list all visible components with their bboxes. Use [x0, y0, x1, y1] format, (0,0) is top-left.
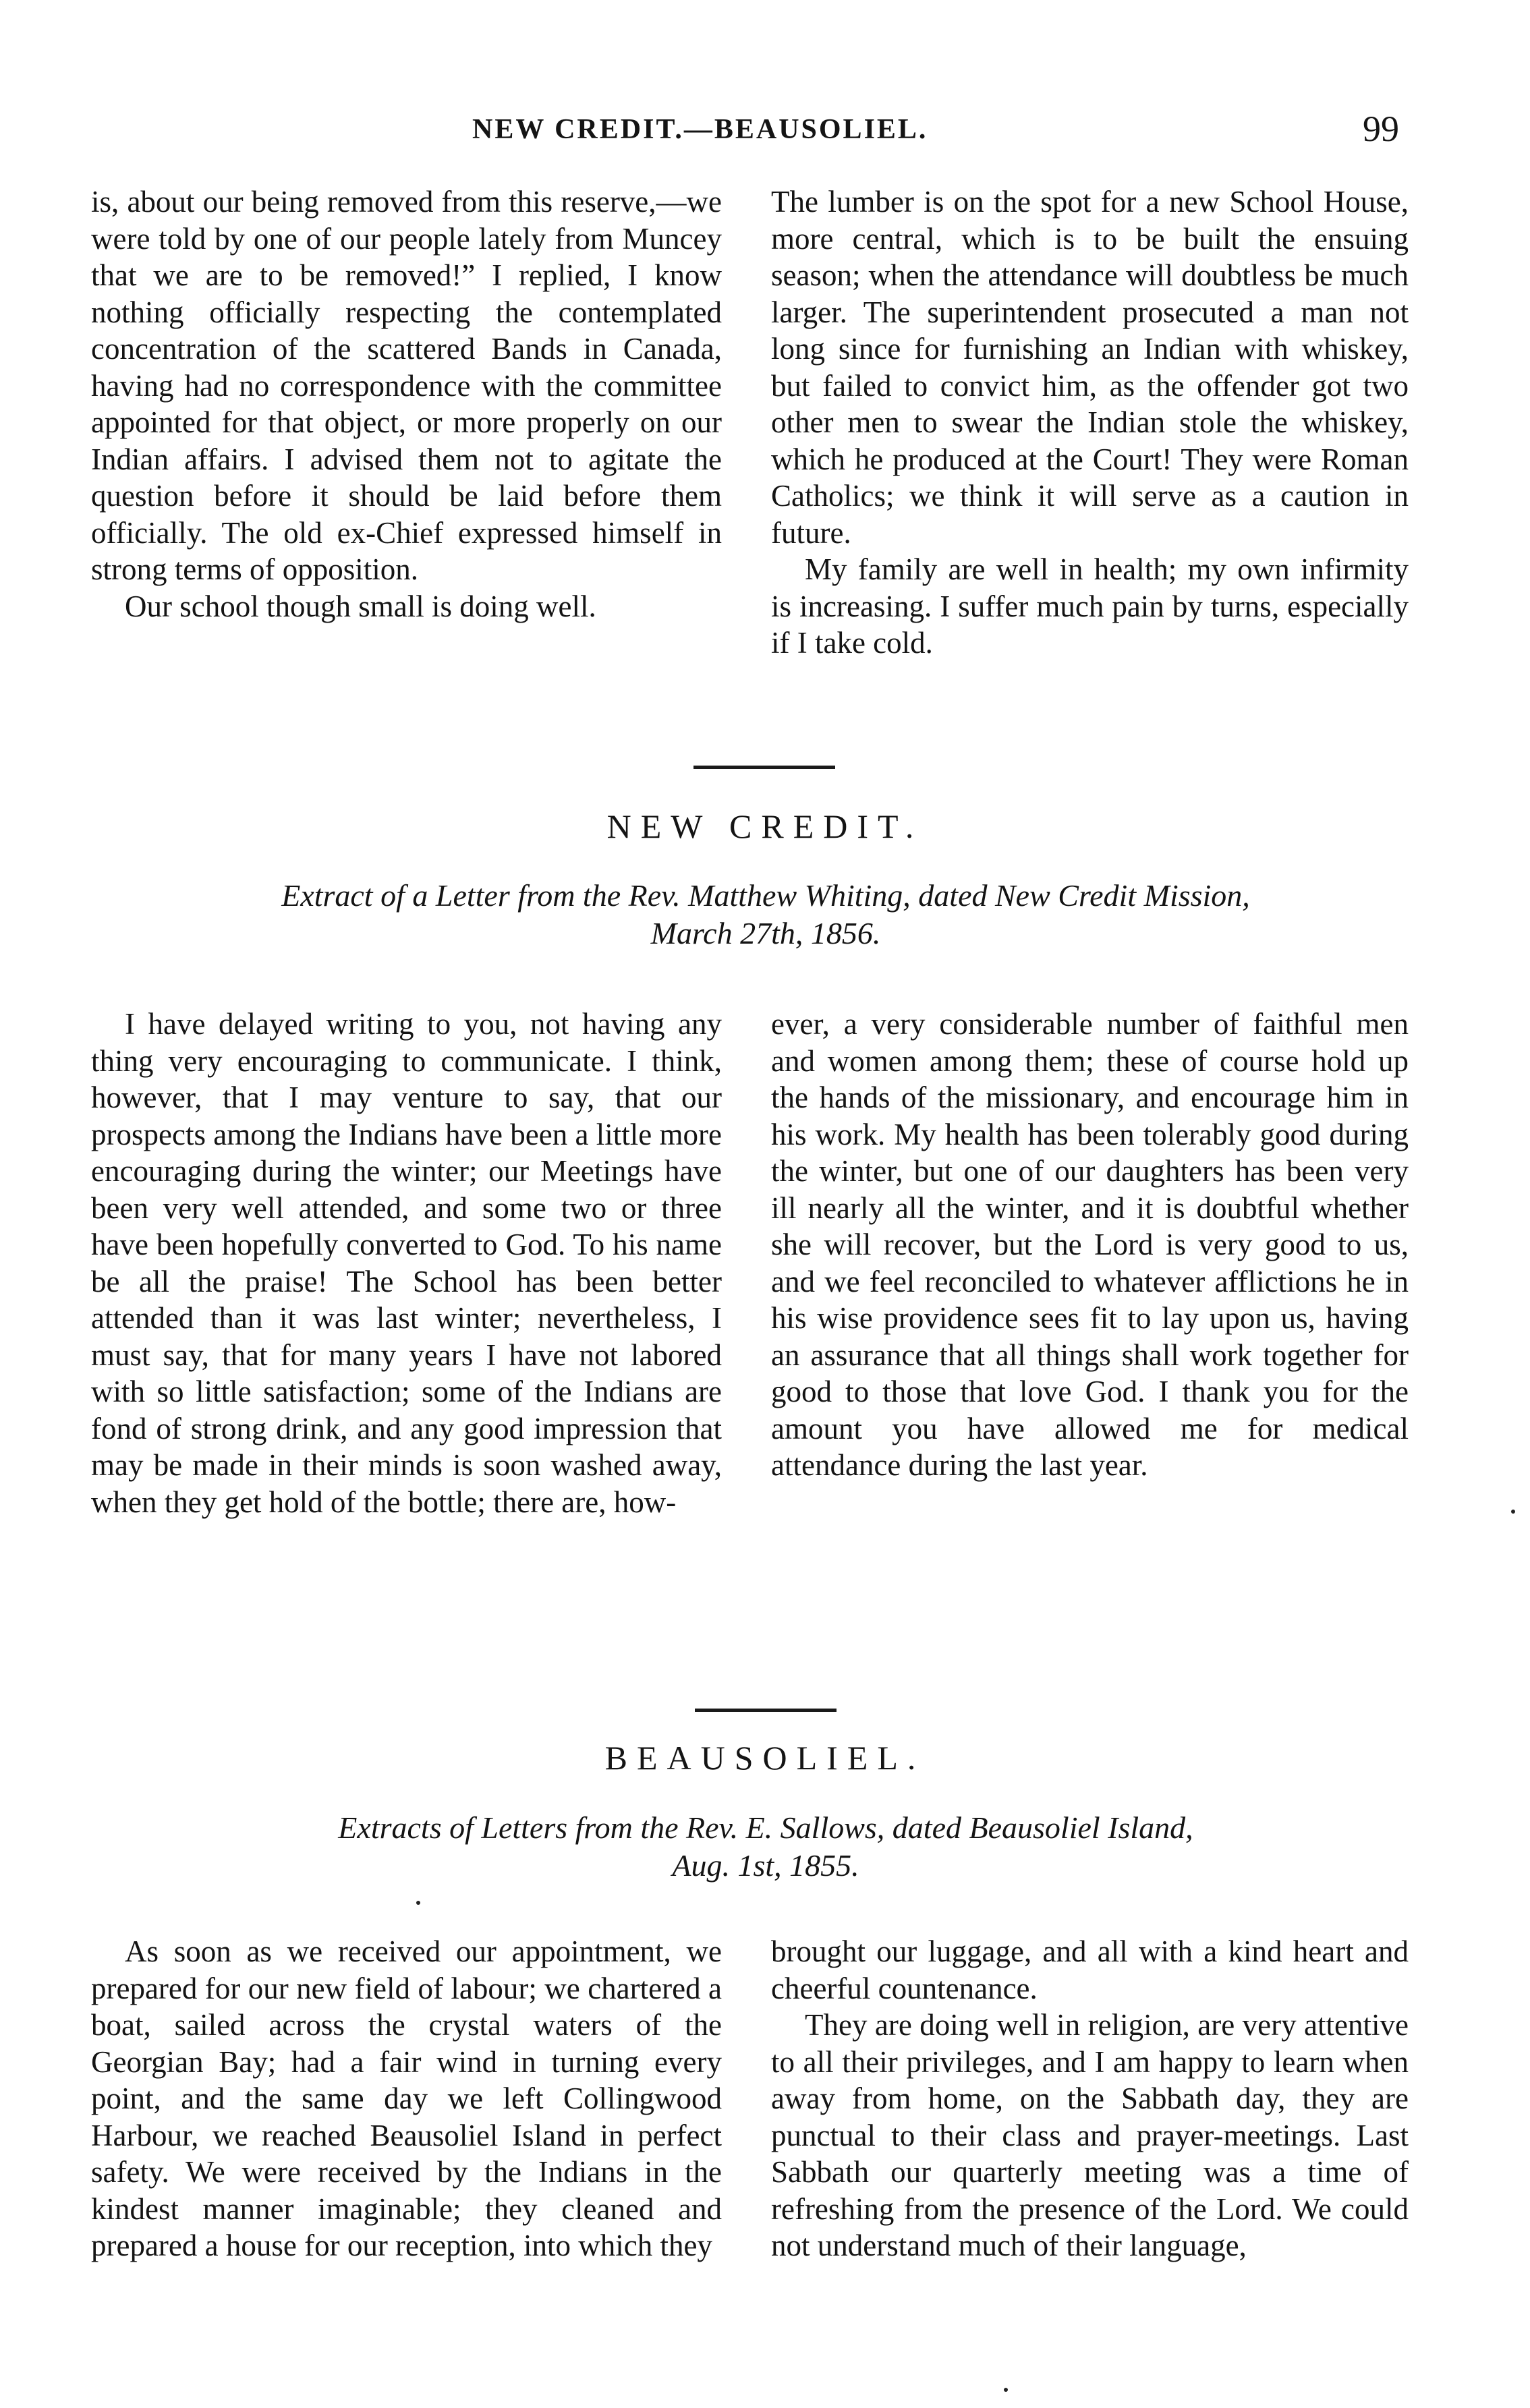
print-speck	[1511, 1510, 1515, 1514]
subtitle-line: Extract of a Letter from the Rev. Matthew Whiting, dated New Credit Mission,	[281, 878, 1250, 913]
page-number: 99	[1363, 109, 1399, 149]
new-credit-left-column	[91, 1006, 722, 1520]
paragraph: They are doing well in religion, are very attentive to all their privileges, and I am happy to learn when away from home, on the Sabbath day, they are punctual to their class and prayer-meetings. Last Sabbath our quarterly meeting was a time of refreshing from the presence of the Lord. We could not understand much of their language,	[771, 2008, 1409, 2262]
paragraph: brought our luggage, and all with a kind heart and cheerful countenance.	[771, 1934, 1409, 2005]
top-left-column	[91, 183, 722, 625]
top-right-column	[771, 183, 1409, 662]
beausoliel-right-column	[771, 1933, 1409, 2264]
subtitle-line: March 27th, 1856.	[650, 916, 881, 950]
section-divider	[695, 1709, 837, 1712]
new-credit-right-column	[771, 1006, 1409, 1484]
running-head: NEW CREDIT.—BEAUSOLIEL.	[472, 114, 928, 145]
subtitle-line: Extracts of Letters from the Rev. E. Sallows, dated Beausoliel Island,	[338, 1810, 1193, 1845]
beausoliel-left-column	[91, 1933, 722, 2264]
paragraph: As soon as we received our appointment, we prepared for our new field of labour; we chartered a boat, sailed across the crystal waters of the Georgian Bay; had a fair wind in turning every point, and the same day we left Collingwood Harbour, we reached Beausoliel Island in perfect safety. We were received by the Indians in the kindest manner imaginable; they cleaned and prepared a house for our reception, into which they	[91, 1934, 722, 2262]
section-subtitle	[101, 1809, 1430, 1885]
section-title-new-credit: NEW CREDIT.	[606, 807, 924, 845]
paragraph: is, about our being removed from this reserve,—we were told by one of our people lately from Muncey that we are to be removed!” I replied, I know nothing officially respecting the contemplated concentration of the scattered Bands in Canada, having had no correspondence with the committee appointed for that object, or more properly on our Indian affairs. I advised them not to agitate the question before it should be laid before them officially. The old ex-Chief expressed himself in strong terms of opposition.	[91, 185, 722, 586]
paragraph: ever, a very considerable number of faithful men and women among them; these of course hold up the hands of the missionary, and encourage him in his work. My health has been tolerably good during the winter, but one of our daughters has been very ill nearly all the winter, and it is doubtful whether she will recover, but the Lord is very good to us, and we feel reconciled to whatever afflictions he in his wise providence sees fit to lay upon us, having an assurance that all things shall work together for good to those that love God. I thank you for the amount you have allowed me for medical attendance during the last year.	[771, 1007, 1409, 1482]
paragraph: The lumber is on the spot for a new School House, more central, which is to be built the ensuing season; when the attendance will doubtless be much larger. The superintendent prosecuted a man not long since for furnishing an Indian with whiskey, but failed to convict him, as the offender got two other men to swear the Indian stole the whiskey, which he produced at the Court! They were Roman Catholics; we think it will serve as a caution in future.	[771, 185, 1409, 550]
print-speck	[416, 1901, 420, 1905]
section-subtitle	[101, 877, 1430, 952]
paragraph: My family are well in health; my own infirmity is increasing. I suffer much pain by turns, especially if I take cold.	[771, 552, 1409, 660]
section-divider	[693, 766, 835, 769]
subtitle-line: Aug. 1st, 1855.	[672, 1848, 859, 1883]
print-speck	[1004, 2388, 1008, 2392]
section-title-beausoliel: BEAUSOLIEL.	[604, 1739, 926, 1777]
paragraph: I have delayed writing to you, not having any thing very encouraging to communicate. I think, however, that I may venture to say, that our prospects among the Indians have been a little more encouraging during the winter; our Meetings have been very well attended, and some two or three have been hopefully converted to God. To his name be all the praise! The School has been better attended than it was last winter; nevertheless, I must say, that for many years I have not labored with so little satisfaction; some of the Indians are fond of strong drink, and any good impression that may be made in their minds is soon washed away, when they get hold of the bottle; there are, how-	[91, 1007, 722, 1519]
paragraph: Our school though small is doing well.	[125, 589, 596, 623]
